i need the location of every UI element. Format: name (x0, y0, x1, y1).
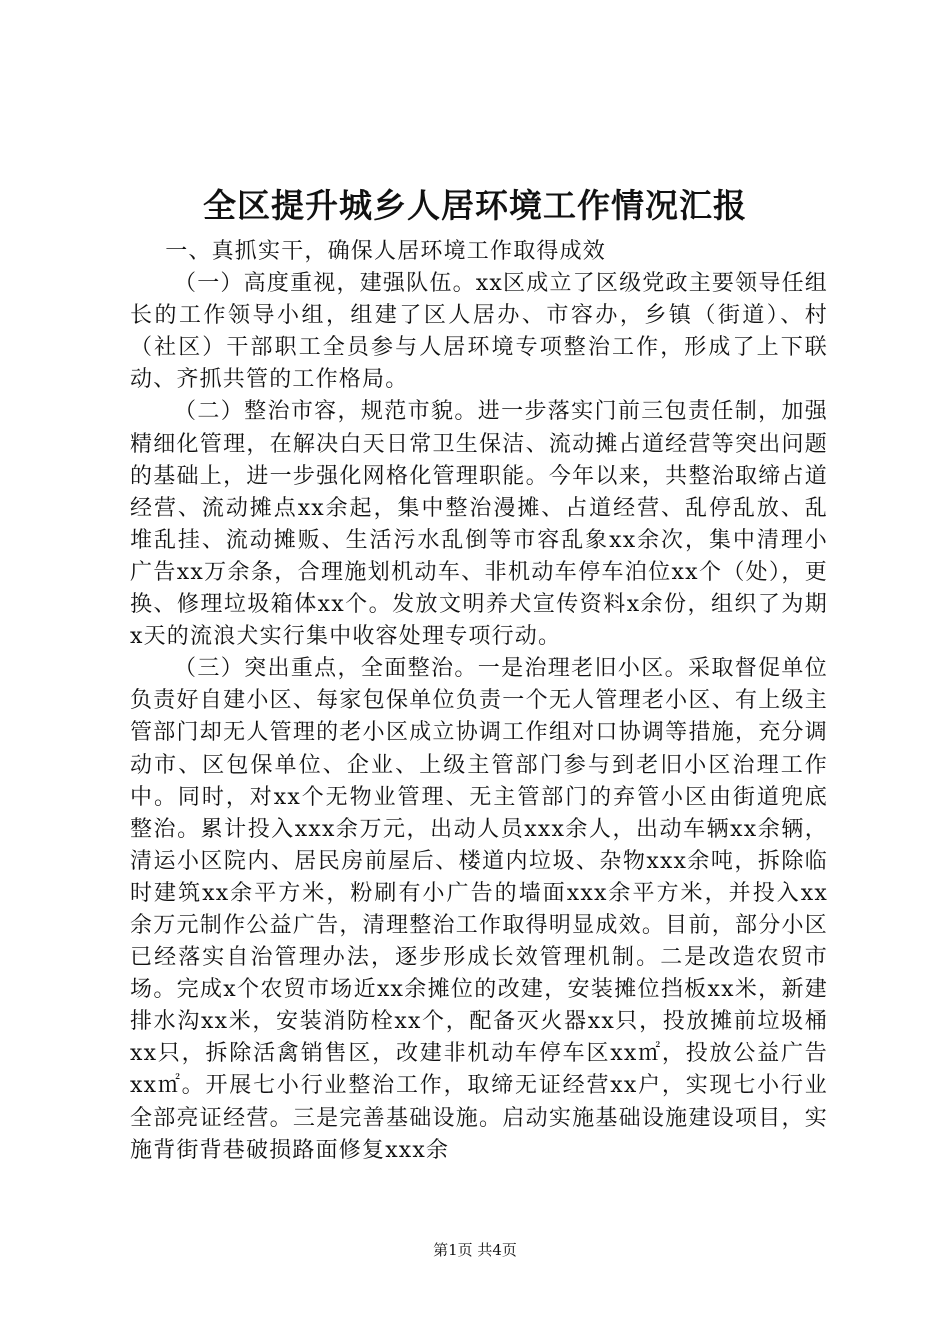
page-footer: 第1页 共4页 (433, 1241, 517, 1259)
page-title: 全区提升城乡人居环境工作情况汇报 (203, 186, 747, 225)
paragraph-3: （三）突出重点，全面整治。一是治理老旧小区。采取督促单位负责好自建小区、每家包保单位负责一个无人管理老小区、有上级主管部门却无人管理的老小区成立协调工作组对口协调等措施，充分调动市、区包保单位、企业、上级主管部门参与到老旧小区治理工作中。同时，对xx个无物业管理、无主管部门的弃管小区由街道兜底整治。累计投入xxx余万元，出动人员xxx余人，出动车辆xx余辆，清运小区院内、居民房前屋后、楼道内垃圾、杂物xxx余吨，拆除临时建筑xx余平方米，粉刷有小广告的墙面xxx余平方米，并投入xx余万元制作公益广告，清理整治工作取得明显成效。目前，部分小区已经落实自治管理办法，逐步形成长效管理机制。二是改造农贸市场。完成x个农贸市场近xx余摊位的改建，安装摊位挡板xx米，新建排水沟xx米，安装消防栓xx个，配备灭火器xx只，投放摊前垃圾桶xx只，拆除活禽销售区，改建非机动车停车区xx㎡，投放公益广告xx㎡。开展七小行业整治工作，取缔无证经营xx户，实现七小行业全部亮证经营。三是完善基础设施。启动实施基础设施建设项目，实施背街背巷破损路面修复xxx余 (130, 656, 828, 1163)
document-body (130, 236, 828, 1167)
paragraph-1: （一）高度重视，建强队伍。xx区成立了区级党政主要领导任组长的工作领导小组，组建了区人居办、市容办，乡镇（街道）、村（社区）干部职工全员参与人居环境专项整治工作，形成了上下联动、齐抓共管的工作格局。 (130, 271, 828, 393)
section-heading: 一、真抓实干，确保人居环境工作取得成效 (165, 239, 606, 264)
paragraph-2: （二）整治市容，规范市貌。进一步落实门前三包责任制，加强精细化管理，在解决白天日常卫生保洁、流动摊占道经营等突出问题的基础上，进一步强化网格化管理职能。今年以来，共整治取缔占道经营、流动摊点xx余起，集中整治漫摊、占道经营、乱停乱放、乱堆乱挂、流动摊贩、生活污水乱倒等市容乱象xx余次，集中清理小广告xx万余条，合理施划机动车、非机动车停车泊位xx个（处），更换、修理垃圾箱体xx个。发放文明养犬宣传资料x余份，组织了为期x天的流浪犬实行集中收容处理专项行动。 (130, 399, 828, 650)
